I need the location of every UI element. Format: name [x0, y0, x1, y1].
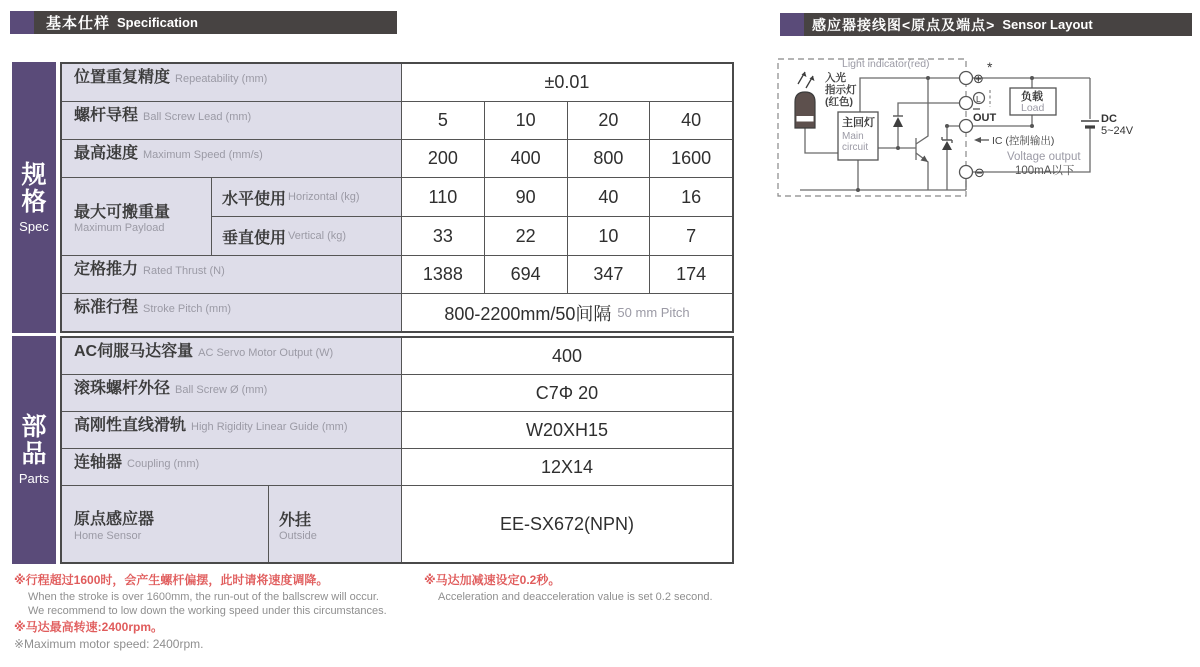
asterisk-mark: * — [987, 59, 993, 75]
value-thrust-4: 174 — [650, 256, 732, 293]
dc-label: DC — [1101, 113, 1117, 125]
diode-icon — [893, 116, 903, 127]
value-lead-5: 5 — [402, 102, 485, 139]
terminal-plus — [960, 72, 973, 85]
row-label: 位置重复精度 Repeatability (mm) — [62, 64, 402, 101]
out-label: OUT — [973, 112, 997, 124]
sidebar-spec-en: Spec — [19, 218, 49, 234]
value-horizontal-1: 110 — [402, 178, 485, 216]
current-limit-label: 100mA以下 — [1015, 165, 1075, 177]
payload-vertical-label: 垂直使用 Vertical (kg) — [212, 217, 402, 255]
value-guide: W20XH15 — [402, 412, 732, 448]
payload-label: 最大可搬重量 Maximum Payload — [62, 178, 212, 255]
main-circuit-label-en1: Main — [842, 131, 864, 142]
ic-output-arrow — [974, 137, 989, 143]
row-max-payload — [62, 178, 732, 256]
row-label: AC伺服马达容量 AC Servo Motor Output (W) — [62, 338, 402, 374]
row-label: 标准行程 Stroke Pitch (mm) — [62, 294, 402, 331]
row-max-speed — [62, 140, 732, 178]
value-coupling: 12X14 — [402, 449, 732, 485]
note-acceleration-zh: ※马达加减速设定0.2秒。 — [424, 573, 561, 587]
terminal-out — [960, 120, 973, 133]
row-rated-thrust — [62, 256, 732, 294]
sidebar-spec — [12, 62, 56, 333]
accent-square-left — [10, 11, 34, 34]
note-motor-speed-en: ※Maximum motor speed: 2400rpm. — [14, 637, 204, 651]
led-indicator-icon — [795, 92, 815, 128]
row-home-sensor — [62, 486, 732, 562]
accent-square-right — [780, 13, 804, 36]
sidebar-spec-zh: 规格 — [21, 160, 47, 216]
voltage-output-label: Voltage output — [1007, 151, 1081, 163]
value-vertical-3: 10 — [568, 217, 651, 255]
value-lead-10: 10 — [485, 102, 568, 139]
row-payload-vertical — [212, 217, 732, 255]
value-repeatability: ±0.01 — [402, 64, 732, 101]
minus-symbol: ⊖ — [974, 165, 985, 180]
value-motor: 400 — [402, 338, 732, 374]
value-speed-1: 200 — [402, 140, 485, 177]
row-coupling — [62, 449, 732, 486]
junction-dots — [856, 76, 1034, 192]
note-acceleration-en: Acceleration and deacceleration value is set 0.2 second. — [438, 591, 713, 603]
note-motor-speed-zh: ※马达最高转速:2400rpm。 — [14, 620, 164, 634]
sensor-wiring-diagram — [770, 50, 1200, 265]
value-lead-20: 20 — [568, 102, 651, 139]
load-label-zh: 负载 — [1021, 91, 1043, 103]
main-circuit-label-zh: 主回灯 — [842, 117, 875, 129]
load-label-en: Load — [1021, 102, 1045, 114]
value-vertical-4: 7 — [650, 217, 732, 255]
value-vertical-2: 22 — [485, 217, 568, 255]
value-speed-3: 800 — [568, 140, 651, 177]
note-stroke-warning-en1: When the stroke is over 1600mm, the run-out of the ballscrew will occur. — [28, 591, 379, 603]
dc-voltage-label: 5~24V — [1101, 125, 1134, 137]
value-stroke: 800-2200mm/50间隔 50 mm Pitch — [402, 294, 732, 331]
value-horizontal-4: 16 — [650, 178, 732, 216]
row-linear-guide — [62, 412, 732, 449]
in-light-label-2: 指示灯 — [825, 84, 857, 96]
row-label: 螺杆导程 Ball Screw Lead (mm) — [62, 102, 402, 139]
sidebar-parts-en: Parts — [18, 471, 50, 486]
in-light-label-1: 入光 — [825, 72, 846, 84]
row-label: 最高速度 Maximum Speed (mm/s) — [62, 140, 402, 177]
spec-table — [60, 62, 734, 333]
section-title-zh: 基本仕样 — [46, 15, 111, 32]
plus-symbol: ⊕ — [973, 71, 984, 86]
value-thrust-1: 1388 — [402, 256, 485, 293]
parts-table — [60, 336, 734, 564]
home-sensor-label: 原点感应器 Home Sensor — [62, 486, 269, 562]
main-circuit-label-en2: circuit — [842, 142, 869, 153]
value-thrust-3: 347 — [568, 256, 651, 293]
light-rays-icon — [798, 72, 815, 88]
row-payload-horizontal — [212, 178, 732, 217]
terminal-l — [960, 97, 973, 110]
value-speed-2: 400 — [485, 140, 568, 177]
note-stroke-warning-zh: ※行程超过1600时，会产生螺杆偏摆，此时请将速度调降。 — [14, 573, 329, 587]
value-lead-40: 40 — [650, 102, 732, 139]
row-repeatability — [62, 64, 732, 102]
ic-output-label: IC (控制输出) — [992, 135, 1055, 147]
svg-text:L: L — [976, 94, 981, 104]
light-indicator-label: Light indicator(red) — [842, 58, 930, 70]
in-light-label-3: (红色) — [825, 96, 853, 108]
value-horizontal-3: 40 — [568, 178, 651, 216]
row-stroke-pitch — [62, 294, 732, 331]
sensor-title-en: Sensor Layout — [1002, 17, 1093, 32]
home-sensor-mount-label: 外挂 Outside — [269, 486, 402, 562]
row-label: 滚珠螺杆外径 Ball Screw Ø (mm) — [62, 375, 402, 411]
terminal-minus — [960, 166, 973, 179]
row-ball-screw-lead — [62, 102, 732, 140]
row-servo-motor — [62, 338, 732, 375]
section-header-sensor-layout — [804, 13, 1192, 36]
section-title-en: Specification — [117, 15, 198, 30]
sidebar-parts-zh: 部品 — [21, 413, 47, 468]
value-vertical-1: 33 — [402, 217, 485, 255]
battery-icon — [1081, 121, 1099, 127]
sidebar-parts — [12, 336, 56, 564]
row-ball-screw-dia — [62, 375, 732, 412]
row-label: 高刚性直线滑轨 High Rigidity Linear Guide (mm) — [62, 412, 402, 448]
note-stroke-warning-en2: We recommend to low down the working speed under this circumstances. — [28, 605, 387, 617]
section-header-specification — [34, 11, 397, 34]
sensor-title-zh: 感应器接线图<原点及端点> — [812, 16, 996, 33]
row-label: 定格推力 Rated Thrust (N) — [62, 256, 402, 293]
value-ballscrew: C7Φ 20 — [402, 375, 732, 411]
value-home-sensor: EE-SX672(NPN) — [402, 486, 732, 562]
value-thrust-2: 694 — [485, 256, 568, 293]
value-speed-4: 1600 — [650, 140, 732, 177]
value-horizontal-2: 90 — [485, 178, 568, 216]
row-label: 连轴器 Coupling (mm) — [62, 449, 402, 485]
l-terminal-symbol — [973, 90, 990, 109]
payload-horizontal-label: 水平使用 Horizontal (kg) — [212, 178, 402, 216]
